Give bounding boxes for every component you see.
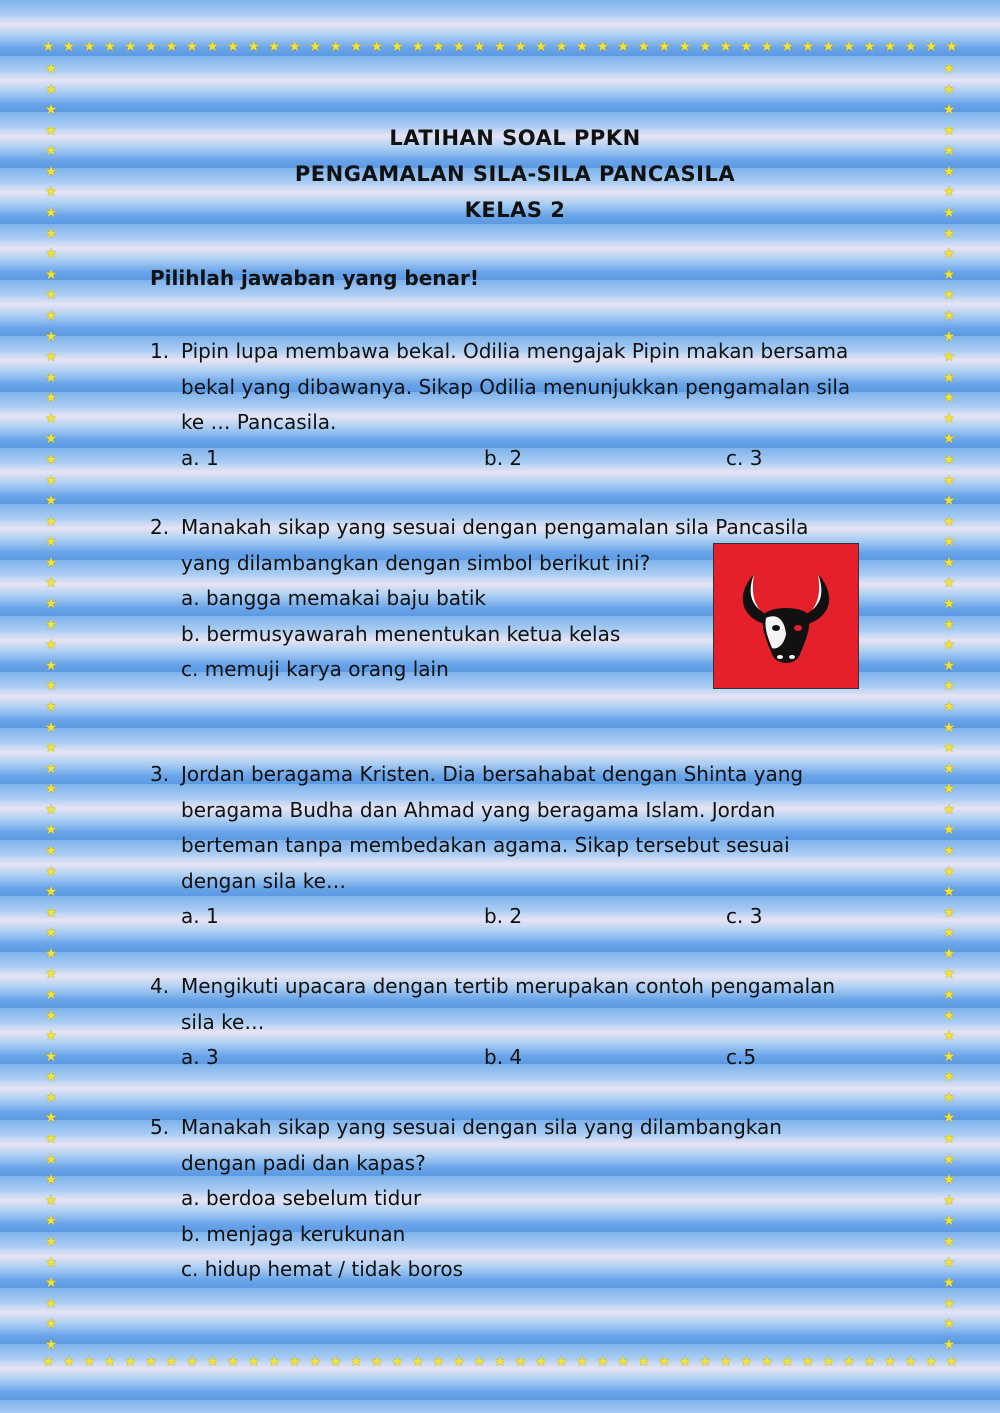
star-icon: ★ (452, 1354, 466, 1370)
star-icon: ★ (44, 143, 58, 160)
star-icon: ★ (349, 1354, 363, 1370)
star-icon: ★ (942, 1336, 956, 1353)
star-icon: ★ (42, 39, 55, 55)
star-icon: ★ (44, 698, 58, 715)
star-icon: ★ (432, 39, 445, 55)
star-icon: ★ (308, 39, 322, 55)
star-icon: ★ (822, 39, 835, 55)
star-icon: ★ (103, 39, 117, 55)
star-icon: ★ (699, 1354, 712, 1370)
question-number: 4. (150, 974, 170, 998)
star-icon: ★ (44, 945, 58, 962)
star-icon: ★ (308, 1354, 322, 1370)
star-icon: ★ (44, 1131, 58, 1148)
star-icon: ★ (44, 719, 58, 736)
star-icon: ★ (942, 719, 956, 736)
star-icon: ★ (942, 1172, 956, 1189)
option-a[interactable]: a. 1 (181, 445, 219, 470)
star-icon: ★ (44, 678, 58, 695)
star-icon: ★ (942, 904, 956, 921)
star-border-left (42, 62, 60, 1352)
question-number: 5. (150, 1115, 170, 1139)
star-icon: ★ (942, 1151, 956, 1168)
star-icon: ★ (822, 1354, 835, 1370)
star-icon: ★ (942, 205, 956, 222)
star-icon: ★ (637, 39, 650, 55)
star-icon: ★ (83, 1354, 96, 1370)
option-c[interactable]: c. hidup hemat / tidak boros (181, 1257, 464, 1281)
star-icon: ★ (801, 39, 815, 55)
star-icon: ★ (44, 287, 58, 304)
star-icon: ★ (44, 1110, 58, 1127)
star-icon: ★ (44, 81, 58, 98)
star-border-bottom (42, 1353, 958, 1371)
star-icon: ★ (44, 307, 58, 324)
star-icon: ★ (863, 39, 876, 55)
worksheet-title (150, 124, 880, 232)
option-c[interactable]: c.5 (726, 1045, 757, 1069)
star-icon: ★ (575, 39, 589, 55)
star-icon: ★ (678, 39, 692, 55)
star-icon: ★ (942, 616, 956, 633)
star-icon: ★ (942, 1110, 956, 1127)
star-icon: ★ (185, 39, 199, 55)
star-icon: ★ (44, 987, 58, 1004)
question-text: yang dilambangkan dengan simbol berikut ini? (181, 550, 651, 575)
star-icon: ★ (267, 1354, 281, 1370)
star-icon: ★ (44, 513, 58, 530)
star-icon: ★ (924, 39, 938, 55)
star-icon: ★ (44, 410, 58, 427)
star-icon: ★ (62, 1354, 76, 1370)
star-icon: ★ (44, 205, 58, 222)
star-icon: ★ (942, 698, 956, 715)
star-icon: ★ (144, 1354, 158, 1370)
question-1 (150, 334, 890, 476)
star-icon: ★ (44, 1007, 58, 1024)
star-icon: ★ (83, 39, 96, 55)
star-icon: ★ (411, 1354, 425, 1370)
star-icon: ★ (942, 1192, 956, 1209)
star-icon: ★ (44, 740, 58, 757)
question-text: Manakah sikap yang sesuai dengan pengamalan sila Pancasila (181, 515, 809, 539)
star-icon: ★ (596, 39, 609, 55)
question-text: sila ke… (181, 1009, 265, 1034)
star-icon: ★ (942, 287, 956, 304)
star-icon: ★ (534, 1354, 548, 1370)
star-icon: ★ (942, 842, 956, 859)
option-b[interactable]: b. 2 (484, 445, 523, 470)
star-icon: ★ (44, 575, 58, 592)
star-icon: ★ (942, 554, 956, 571)
star-icon: ★ (942, 534, 956, 551)
bull-head-symbol (713, 543, 859, 689)
option-b[interactable]: b. menjaga kerukunan (181, 1221, 406, 1246)
star-icon: ★ (411, 39, 425, 55)
star-icon: ★ (942, 760, 956, 777)
question-text: beragama Budha dan Ahmad yang beragama Islam. Jordan (181, 797, 776, 822)
star-icon: ★ (942, 1007, 956, 1024)
question-3 (150, 757, 890, 934)
star-icon: ★ (760, 39, 774, 55)
star-icon: ★ (206, 1354, 219, 1370)
question-5 (150, 1110, 890, 1288)
star-icon: ★ (165, 1354, 178, 1370)
question-text: bekal yang dibawanya. Sikap Odilia menunjukkan pengamalan sila (181, 374, 851, 399)
star-icon: ★ (942, 863, 956, 880)
star-icon: ★ (391, 1354, 404, 1370)
star-icon: ★ (942, 1316, 956, 1333)
star-icon: ★ (44, 1192, 58, 1209)
star-icon: ★ (781, 39, 794, 55)
star-icon: ★ (44, 1213, 58, 1230)
star-icon: ★ (883, 1354, 897, 1370)
star-icon: ★ (942, 1048, 956, 1065)
star-icon: ★ (44, 863, 58, 880)
star-icon: ★ (44, 431, 58, 448)
star-icon: ★ (44, 637, 58, 654)
star-icon: ★ (44, 1089, 58, 1106)
star-icon: ★ (678, 1354, 692, 1370)
star-icon: ★ (44, 349, 58, 366)
star-icon: ★ (124, 1354, 137, 1370)
star-icon: ★ (165, 39, 178, 55)
star-icon: ★ (942, 987, 956, 1004)
star-icon: ★ (942, 328, 956, 345)
options-row (181, 1040, 890, 1075)
option-c[interactable]: c. 3 (726, 904, 763, 928)
star-icon: ★ (44, 534, 58, 551)
star-icon: ★ (44, 616, 58, 633)
star-icon: ★ (942, 657, 956, 674)
star-icon: ★ (44, 966, 58, 983)
star-icon: ★ (942, 184, 956, 201)
star-icon: ★ (945, 1354, 958, 1370)
star-icon: ★ (44, 801, 58, 818)
star-icon: ★ (44, 451, 58, 468)
star-icon: ★ (942, 884, 956, 901)
option-a[interactable]: a. 1 (181, 904, 219, 928)
star-icon: ★ (44, 1233, 58, 1250)
star-icon: ★ (329, 39, 342, 55)
star-icon: ★ (44, 266, 58, 283)
star-icon: ★ (103, 1354, 117, 1370)
star-icon: ★ (44, 122, 58, 139)
question-text: ke … Pancasila. (181, 410, 337, 434)
star-icon: ★ (942, 410, 956, 427)
star-icon: ★ (44, 884, 58, 901)
star-icon: ★ (942, 1131, 956, 1148)
star-icon: ★ (637, 1354, 650, 1370)
star-icon: ★ (44, 1295, 58, 1312)
star-icon: ★ (44, 1028, 58, 1045)
question-text: berteman tanpa membedakan agama. Sikap tersebut sesuai (181, 833, 790, 857)
star-icon: ★ (44, 328, 58, 345)
question-text: dengan sila ke… (181, 868, 346, 893)
question-text: Mengikuti upacara dengan tertib merupakan contoh pengamalan (181, 974, 836, 998)
question-number: 2. (150, 515, 170, 539)
option-a[interactable]: a. 3 (181, 1045, 219, 1069)
star-icon: ★ (432, 1354, 445, 1370)
star-icon: ★ (942, 81, 956, 98)
star-icon: ★ (555, 39, 568, 55)
star-icon: ★ (288, 39, 301, 55)
star-icon: ★ (452, 39, 466, 55)
star-icon: ★ (44, 1275, 58, 1292)
star-icon: ★ (206, 39, 219, 55)
star-icon: ★ (44, 904, 58, 921)
star-icon: ★ (185, 1354, 199, 1370)
star-icon: ★ (719, 1354, 733, 1370)
star-icon: ★ (942, 431, 956, 448)
star-icon: ★ (942, 822, 956, 839)
star-icon: ★ (44, 822, 58, 839)
star-icon: ★ (44, 472, 58, 489)
star-icon: ★ (942, 1233, 956, 1250)
star-border-top (42, 38, 958, 56)
star-icon: ★ (144, 39, 158, 55)
star-icon: ★ (44, 554, 58, 571)
star-icon: ★ (942, 801, 956, 818)
star-icon: ★ (942, 575, 956, 592)
star-icon: ★ (44, 1336, 58, 1353)
star-icon: ★ (942, 307, 956, 324)
star-icon: ★ (942, 143, 956, 160)
star-icon: ★ (329, 1354, 342, 1370)
star-icon: ★ (942, 513, 956, 530)
star-icon: ★ (942, 1028, 956, 1045)
star-icon: ★ (942, 369, 956, 386)
star-icon: ★ (942, 945, 956, 962)
options-row (181, 899, 890, 934)
star-icon: ★ (44, 781, 58, 798)
star-icon: ★ (349, 39, 363, 55)
star-icon: ★ (44, 102, 58, 119)
star-icon: ★ (44, 925, 58, 942)
star-icon: ★ (760, 1354, 774, 1370)
star-icon: ★ (842, 39, 856, 55)
option-c[interactable]: c. memuji karya orang lain (181, 657, 449, 681)
star-border-right (940, 62, 958, 1352)
star-icon: ★ (942, 472, 956, 489)
star-icon: ★ (44, 596, 58, 613)
star-icon: ★ (942, 1254, 956, 1271)
star-icon: ★ (801, 1354, 815, 1370)
star-icon: ★ (942, 1275, 956, 1292)
star-icon: ★ (44, 1151, 58, 1168)
star-icon: ★ (942, 596, 956, 613)
star-icon: ★ (555, 1354, 568, 1370)
option-b[interactable]: b. 4 (484, 1045, 523, 1069)
question-4 (150, 969, 890, 1075)
star-icon: ★ (942, 493, 956, 510)
star-icon: ★ (44, 163, 58, 180)
star-icon: ★ (942, 266, 956, 283)
question-text: Manakah sikap yang sesuai dengan sila yang dilambangkan (181, 1115, 782, 1139)
star-icon: ★ (883, 39, 897, 55)
star-icon: ★ (44, 842, 58, 859)
star-icon: ★ (842, 1354, 856, 1370)
option-a[interactable]: a. bangga memakai baju batik (181, 586, 486, 610)
star-icon: ★ (44, 493, 58, 510)
star-icon: ★ (247, 39, 260, 55)
star-icon: ★ (699, 39, 712, 55)
star-icon: ★ (370, 39, 384, 55)
star-icon: ★ (942, 349, 956, 366)
instruction: Pilihlah jawaban yang benar! (150, 266, 480, 290)
star-icon: ★ (942, 1295, 956, 1312)
star-icon: ★ (942, 246, 956, 263)
star-icon: ★ (44, 1048, 58, 1065)
star-icon: ★ (863, 1354, 876, 1370)
star-icon: ★ (267, 39, 281, 55)
star-icon: ★ (596, 1354, 609, 1370)
star-icon: ★ (44, 1254, 58, 1271)
star-icon: ★ (44, 369, 58, 386)
star-icon: ★ (493, 39, 507, 55)
star-icon: ★ (657, 1354, 671, 1370)
star-icon: ★ (942, 781, 956, 798)
question-number: 1. (150, 339, 170, 363)
star-icon: ★ (942, 225, 956, 242)
question-number: 3. (150, 762, 170, 786)
star-icon: ★ (247, 1354, 260, 1370)
star-icon: ★ (740, 1354, 753, 1370)
star-icon: ★ (942, 678, 956, 695)
star-icon: ★ (226, 1354, 240, 1370)
star-icon: ★ (44, 1172, 58, 1189)
title-line-3: KELAS 2 (464, 198, 566, 222)
title-line-2: PENGAMALAN SILA-SILA PANCASILA (294, 162, 736, 186)
star-icon: ★ (942, 1213, 956, 1230)
star-icon: ★ (945, 39, 958, 55)
bull-head-icon (714, 544, 858, 688)
star-icon: ★ (391, 39, 404, 55)
star-icon: ★ (44, 1069, 58, 1086)
star-icon: ★ (44, 1316, 58, 1333)
star-icon: ★ (514, 1354, 527, 1370)
title-line-1: LATIHAN SOAL PPKN (389, 126, 641, 150)
question-text: Pipin lupa membawa bekal. Odilia mengajak Pipin makan bersama (181, 339, 849, 363)
star-icon: ★ (44, 657, 58, 674)
star-icon: ★ (942, 61, 956, 77)
star-icon: ★ (904, 39, 917, 55)
star-icon: ★ (288, 1354, 301, 1370)
star-icon: ★ (942, 1089, 956, 1106)
star-icon: ★ (904, 1354, 917, 1370)
star-icon: ★ (62, 39, 76, 55)
star-icon: ★ (473, 1354, 486, 1370)
star-icon: ★ (44, 760, 58, 777)
question-text: dengan padi dan kapas? (181, 1150, 426, 1175)
star-icon: ★ (942, 122, 956, 139)
star-icon: ★ (942, 925, 956, 942)
star-icon: ★ (942, 390, 956, 407)
star-icon: ★ (226, 39, 240, 55)
star-icon: ★ (942, 451, 956, 468)
star-icon: ★ (44, 61, 58, 77)
option-b[interactable]: b. bermusyawarah menentukan ketua kelas (181, 621, 621, 646)
star-icon: ★ (719, 39, 733, 55)
star-icon: ★ (370, 1354, 384, 1370)
option-a[interactable]: a. berdoa sebelum tidur (181, 1186, 422, 1210)
star-icon: ★ (942, 1069, 956, 1086)
star-icon: ★ (657, 39, 671, 55)
star-icon: ★ (616, 1354, 630, 1370)
star-icon: ★ (42, 1354, 55, 1370)
star-icon: ★ (942, 163, 956, 180)
question-text: Jordan beragama Kristen. Dia bersahabat dengan Shinta yang (181, 762, 804, 786)
option-b[interactable]: b. 2 (484, 904, 523, 928)
star-icon: ★ (124, 39, 137, 55)
option-c[interactable]: c. 3 (726, 445, 763, 470)
star-icon: ★ (534, 39, 548, 55)
star-icon: ★ (942, 102, 956, 119)
star-icon: ★ (942, 740, 956, 757)
star-icon: ★ (924, 1354, 938, 1370)
star-icon: ★ (781, 1354, 794, 1370)
options-row (181, 441, 890, 476)
star-icon: ★ (44, 390, 58, 407)
star-icon: ★ (740, 39, 753, 55)
star-icon: ★ (575, 1354, 589, 1370)
star-icon: ★ (942, 637, 956, 654)
star-icon: ★ (44, 246, 58, 263)
star-icon: ★ (514, 39, 527, 55)
star-icon: ★ (44, 184, 58, 201)
star-icon: ★ (493, 1354, 507, 1370)
star-icon: ★ (616, 39, 630, 55)
star-icon: ★ (44, 225, 58, 242)
star-icon: ★ (473, 39, 486, 55)
star-icon: ★ (942, 966, 956, 983)
